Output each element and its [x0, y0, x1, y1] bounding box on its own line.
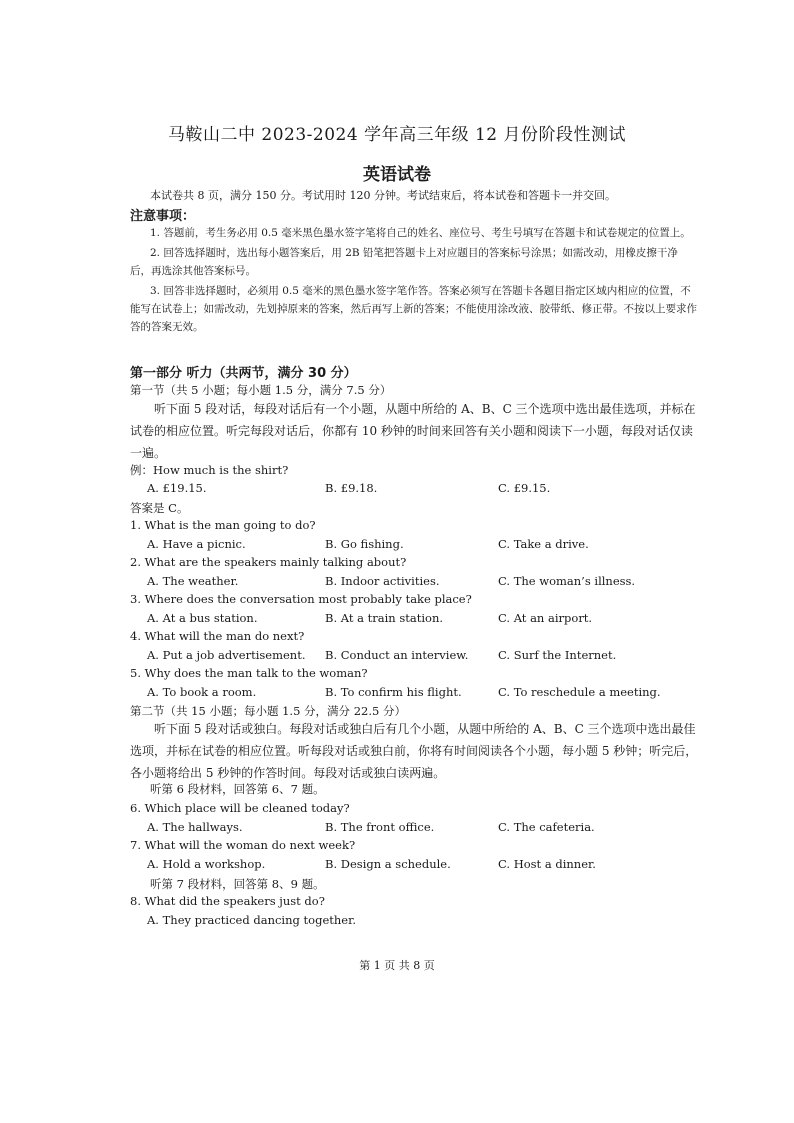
part1-title: 第一部分 听力（共两节，满分 30 分） — [130, 366, 357, 381]
section2-instructions — [130, 718, 700, 784]
material-7-instruction: 听第 7 段材料，回答第 8、9 题。 — [150, 877, 325, 891]
q5-option-a: A. To book a room. — [147, 685, 257, 699]
material-6-instruction: 听第 6 段材料，回答第 6、7 题。 — [150, 782, 325, 796]
question-4: 4. What will the man do next? — [130, 629, 305, 643]
notice-item-2: 2. 回答选择题时，选出每小题答案后，用 2B 铅笔把答题卡上对应题目的答案标号涂黑；如需改动，用橡皮擦干净后，再选涂其他答案标号。 — [130, 247, 678, 277]
q8-option-a: A. They practiced dancing together. — [147, 913, 356, 927]
q7-option-c: C. Host a dinner. — [498, 857, 596, 871]
question-2: 2. What are the speakers mainly talking about? — [130, 555, 407, 569]
q6-option-a: A. The hallways. — [147, 820, 243, 834]
question-5: 5. Why does the man talk to the woman? — [130, 666, 368, 680]
q4-option-a: A. Put a job advertisement. — [147, 648, 306, 662]
q1-option-a: A. Have a picnic. — [147, 537, 246, 551]
q7-option-b: B. Design a schedule. — [325, 857, 451, 871]
q3-option-b: B. At a train station. — [325, 611, 444, 625]
example-question: 例：How much is the shirt? — [130, 463, 289, 477]
section2-heading: 第二节（共 15 小题；每小题 1.5 分，满分 22.5 分） — [130, 704, 406, 718]
question-1: 1. What is the man going to do? — [130, 518, 316, 532]
exam-subtitle: 英语试卷 — [363, 165, 431, 185]
exam-title: 马鞍山二中 2023-2024 学年高三年级 12 月份阶段性测试 — [167, 125, 627, 145]
notice-item-1: 1. 答题前，考生务必用 0.5 毫米黑色墨水签字笔将自己的姓名、座位号、考生号填写在答题卡和试卷规定的位置上。 — [150, 227, 691, 239]
q1-option-b: B. Go fishing. — [325, 537, 404, 551]
example-option-c: C. £9.15. — [498, 481, 551, 495]
q2-option-b: B. Indoor activities. — [325, 574, 440, 588]
notice-item-3: 3. 回答非选择题时，必须用 0.5 毫米的黑色墨水签字笔作答。答案必须写在答题卡各题目指定区域内相应的位置，不能写在试卷上；如需改动，先划掉原来的答案，然后再写上新的答案；不能使用涂改液、胶带纸、修正带。不按以上要求作答的答案无效。 — [130, 285, 697, 333]
q2-option-a: A. The weather. — [147, 574, 239, 588]
question-7: 7. What will the woman do next week? — [130, 838, 356, 852]
question-3: 3. Where does the conversation most probably take place? — [130, 592, 472, 606]
q7-option-a: A. Hold a workshop. — [147, 857, 266, 871]
q3-option-a: A. At a bus station. — [147, 611, 258, 625]
exam-intro: 本试卷共 8 页，满分 150 分。考试用时 120 分钟。考试结束后，将本试卷和答题卡一并交回。 — [150, 189, 616, 202]
q6-option-b: B. The front office. — [325, 820, 435, 834]
question-6: 6. Which place will be cleaned today? — [130, 801, 350, 815]
section2-instructions-text: 听下面 5 段对话或独白。每段对话或独白后有几个小题，从题中所给的 A、B、C 三个选项中选出最佳选项，并标在试卷的相应位置。听每段对话或独白前，你将有时间阅读各个小题，每小题 5 秒钟；听完后，各小题将给出 5 秒钟的作答时间。每段对话或独白读两遍。 — [130, 722, 698, 780]
example-answer: 答案是 C。 — [130, 501, 189, 515]
q4-option-b: B. Conduct an interview. — [325, 648, 469, 662]
q5-option-c: C. To reschedule a meeting. — [498, 685, 661, 699]
section1-instructions-text: 听下面 5 段对话，每段对话后有一个小题，从题中所给的 A、B、C 三个选项中选出最佳选项，并标在试卷的相应位置。听完每段对话后，你都有 10 秒钟的时间来回答有关小题和阅读下一小题，每段对话仅读一遍。 — [130, 402, 696, 460]
section1-instructions — [130, 398, 700, 464]
example-option-a: A. £19.15. — [147, 481, 207, 495]
question-8: 8. What did the speakers just do? — [130, 894, 325, 908]
q1-option-c: C. Take a drive. — [498, 537, 589, 551]
q5-option-b: B. To confirm his flight. — [325, 685, 462, 699]
q3-option-c: C. At an airport. — [498, 611, 593, 625]
section1-heading: 第一节（共 5 小题；每小题 1.5 分，满分 7.5 分） — [130, 383, 392, 397]
q6-option-c: C. The cafeteria. — [498, 820, 595, 834]
notice-title: 注意事项： — [130, 209, 196, 224]
q2-option-c: C. The woman’s illness. — [498, 574, 636, 588]
page-footer: 第 1 页 共 8 页 — [359, 959, 435, 972]
q4-option-c: C. Surf the Internet. — [498, 648, 617, 662]
notice-list — [130, 224, 698, 338]
example-option-b: B. £9.18. — [325, 481, 378, 495]
